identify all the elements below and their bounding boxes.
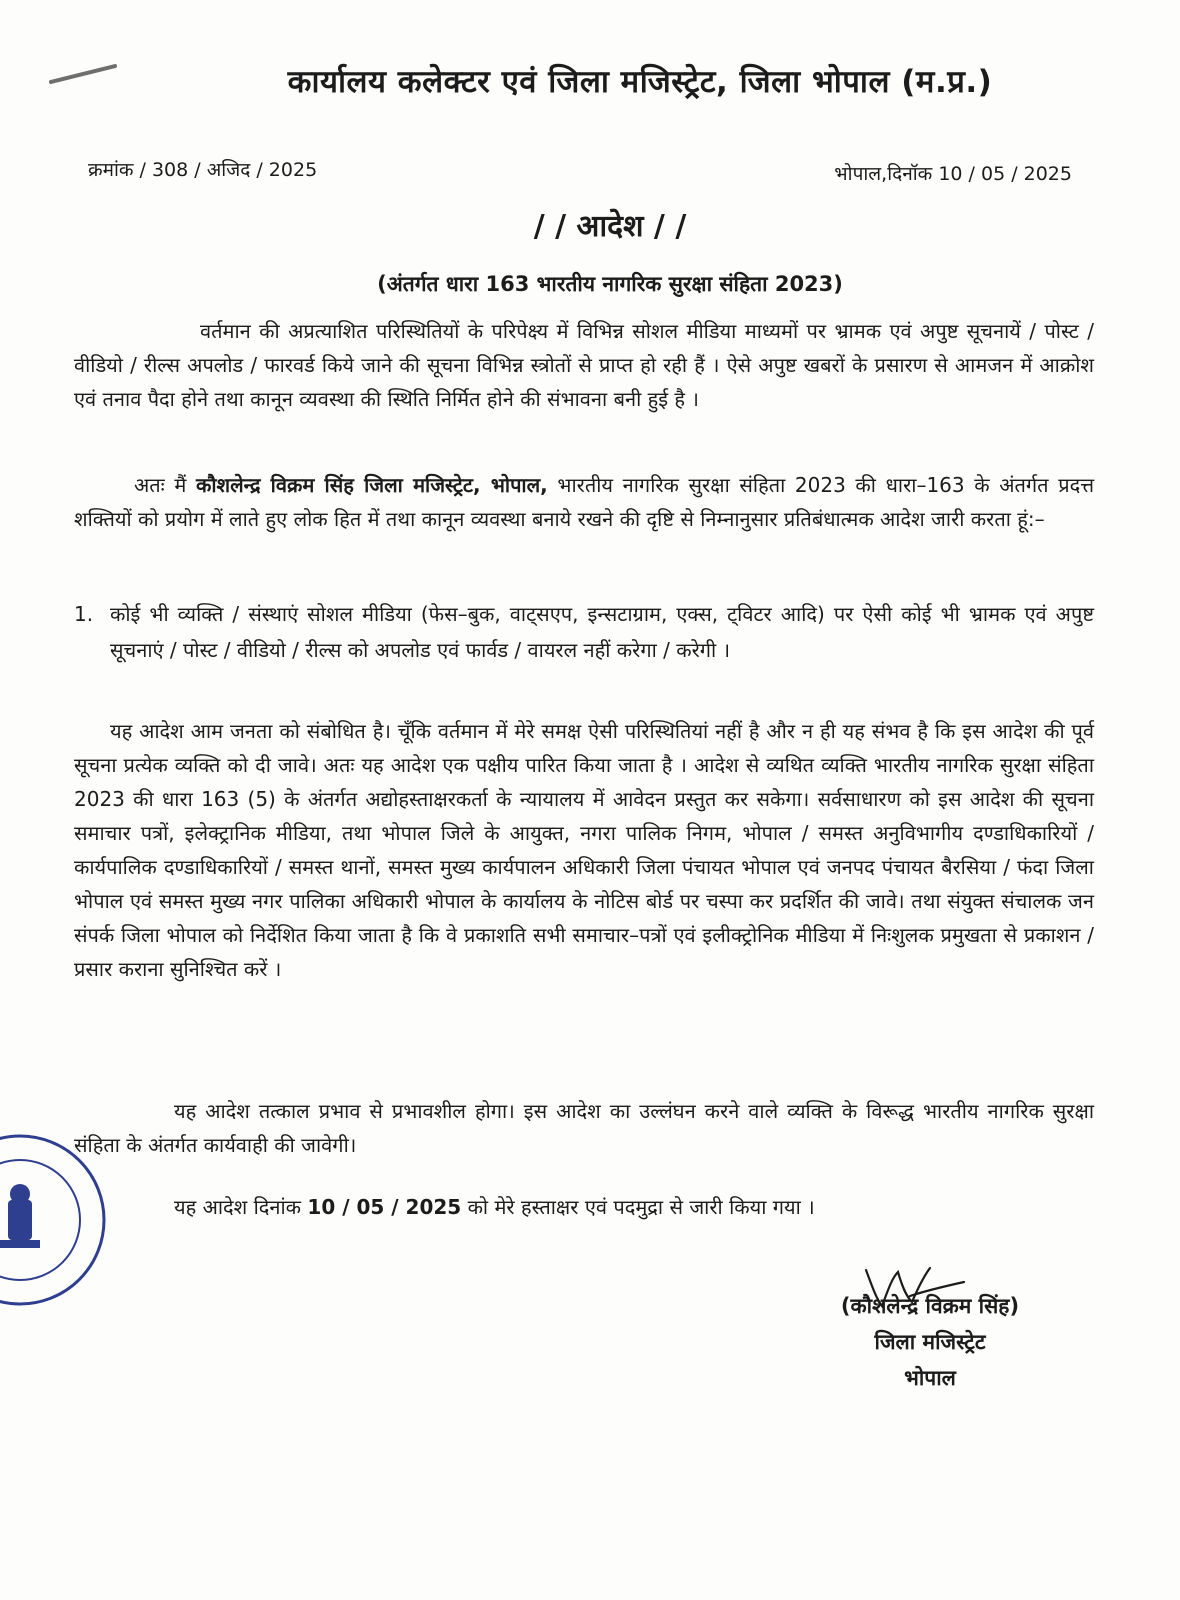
place-date: भोपाल,दिनॉक 10 / 05 / 2025 [834,163,1072,185]
issue-date: 10 / 05 / 2025 [307,1195,462,1219]
order-heading: / / आदेश / / [533,209,687,244]
paragraph-effect [74,1094,1094,1162]
signatory-place: भोपाल [904,1366,956,1390]
office-title: कार्यालय कलेक्टर एवं जिला मजिस्ट्रेट, जिला भोपाल (म.प्र.) [287,64,993,100]
authority-rest: भारतीय नागरिक सुरक्षा संहिता 2023 की धारा–163 के अंतर्गत प्रदत्त शक्तियों को प्रयोग में लाते हुए लोक हित में तथा कानून व्यवस्था बनाये रखने की दृष्टि से निम्नानुसार प्रतिबंधात्मक आदेश जारी करता हूं:– [74,473,1095,531]
signatory-block [800,1288,1060,1396]
paragraph-public-notice [74,714,1094,986]
paragraph-effect-text: यह आदेश तत्काल प्रभाव से प्रभावशील होगा। इस आदेश का उल्लंघन करने वाले व्यक्ति के विरूद्ध भारतीय नागरिक सुरक्षा संहिता के अंतर्गत कार्यवाही की जावेगी। [74,1099,1094,1157]
signatory-designation: जिला मजिस्ट्रेट [874,1330,986,1354]
list-item-text: कोई भी व्यक्ति / संस्थाएं सोशल मीडिया (फेस–बुक, वाट्सएप, इन्सटाग्राम, एक्स, ट्विटर आदि) पर ऐसी कोई भी भ्रामक एवं अपुष्ट सूचनाएं / पोस्ट / वीडियो / रील्स को अपलोड एवं फार्वड / वायरल नहीं करेगा / करेगी । [110,602,1094,662]
magistrate-name: कौशलेन्द्र विक्रम सिंह जिला मजिस्ट्रेट, भोपाल, [195,473,548,497]
list-item [74,596,1094,668]
paragraph-background-text: वर्तमान की अप्रत्याशित परिस्थितियों के परिपेक्ष्य में विभिन्न सोशल मीडिया माध्यमों पर भ्रामक एवं अपुष्ट सूचनायें / पोस्ट / वीडियो / रील्स अपलोड / फारवर्ड किये जाने की सूचना विभिन्न स्त्रोतों से प्राप्त हो रही हैं । ऐसे अपुष्ट खबरों के प्रसारण से आमजन में आक्रोश एवं तनाव पैदा होने तथा कानून व्यवस्था की स्थिति निर्मित होने की संभावना बनी हुई है । [74,319,1094,411]
authority-prefix: अतः मैं [134,473,187,497]
emblem-icon [0,1184,40,1248]
official-seal-icon [0,1130,110,1310]
paragraph-public-notice-text: यह आदेश आम जनता को संबोधित है। चूँकि वर्तमान में मेरे समक्ष ऐसी परिस्थितियां नहीं है और न ही यह संभव है कि इस आदेश की पूर्व सूचना प्रत्येक व्यक्ति को दी जावे। अतः यह आदेश एक पक्षीय पारित किया जाता है । आदेश से व्यथित व्यक्ति भारतीय नागरिक सुरक्षा संहिता 2023 की धारा 163 (5) के अंतर्गत अद्योहस्ताक्षरकर्ता के न्यायालय में आवेदन प्रस्तुत कर सकेगा। सर्वसाधारण को इस आदेश की सूचना समाचार पत्रों, इलेक्ट्रानिक मीडिया, तथा भोपाल जिले के आयुक्त, नगरा पालिक निगम, भोपाल / समस्त अनुविभागीय दण्डाधिकारियों / कार्यपालिक दण्डाधिकारियों / समस्त थानों, समस्त मुख्य कार्यपालन अधिकारी जिला पंचायत भोपाल एवं जनपद पंचायत बैरसिया / फंदा जिला भोपाल एवं समस्त मुख्य नगर पालिका अधिकारी भोपाल के कार्यालय के नोटिस बोर्ड पर चस्पा कर प्रदर्शित की जावे। तथा संयुक्त संचालक जन संपर्क जिला भोपाल को निर्देशित किया जाता है कि वे प्रकाशति सभी समाचार–पत्रों एवं इलीक्ट्रोनिक मीडिया में निःशुलक प्रमुखता से प्रकाशन / प्रसार कराना सुनिश्चित करें । [74,719,1094,981]
paragraph-background [74,314,1094,416]
order-subheading: (अंतर्गत धारा 163 भारतीय नागरिक सुरक्षा संहिता 2023) [377,272,843,296]
paragraph-authority [74,468,1094,536]
signatory-name: (कौशलेन्द्र विक्रम सिंह) [840,1294,1020,1318]
reference-number: क्रमांक / 308 / अजिद / 2025 [88,159,318,181]
paragraph-issue [74,1190,1094,1224]
issue-suffix: को मेरे हस्ताक्षर एवं पदमुद्रा से जारी किया गया । [467,1195,815,1219]
list-item-number: 1. [74,602,94,626]
issue-prefix: यह आदेश दिनांक [174,1195,302,1219]
